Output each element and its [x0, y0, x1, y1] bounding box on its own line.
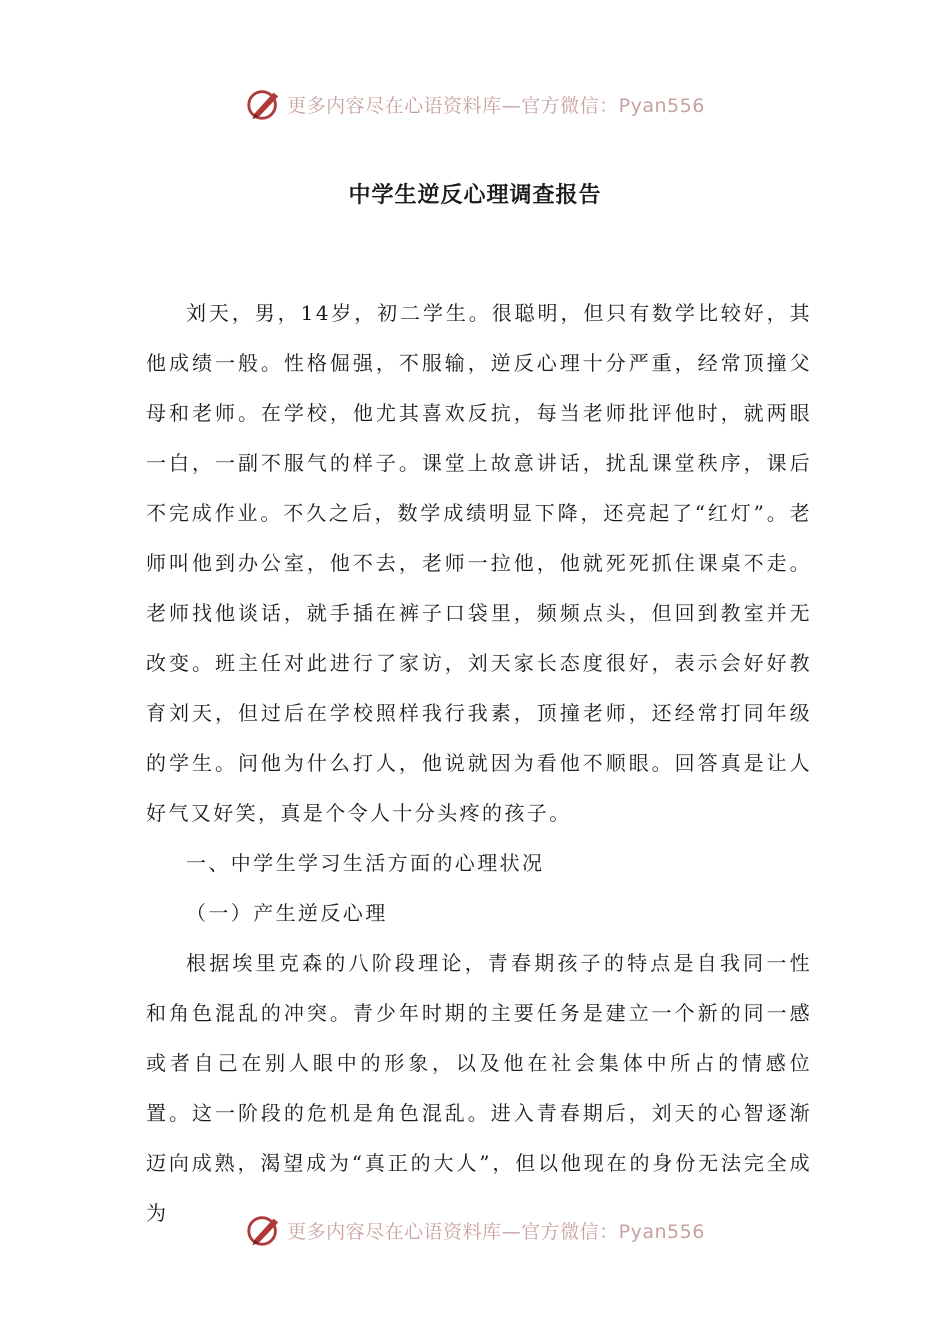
case-paragraph: 刘天，男，14岁，初二学生。很聪明，但只有数学比较好，其他成绩一般。性格倔强，不服输，逆反心理十分严重，经常顶撞父母和老师。在学校，他尤其喜欢反抗，每当老师批评他时，就两眼一白，一副不服气的样子。课堂上故意讲话，扰乱课堂秩序，课后不完成作业。不久之后，数学成绩明显下降，还亮起了“红灯”。老师叫他到办公室，他不去，老师一拉他，他就死死抓住课桌不走。老师找他谈话，就手插在裤子口袋里，频频点头，但回到教室并无改变。班主任对此进行了家访，刘天家长态度很好，表示会好好教育刘天，但过后在学校照样我行我素，顶撞老师，还经常打同年级的学生。问他为什么打人，他说就因为看他不顺眼。回答真是让人好气又好笑，真是个令人十分头疼的孩子。 — [146, 301, 812, 825]
watermark-banner-bottom — [0, 1208, 950, 1252]
subsection-heading: （一）产生逆反心理 — [186, 901, 388, 925]
theory-paragraph: 根据埃里克森的八阶段理论，青春期孩子的特点是自我同一性和角色混乱的冲突。青少年时期的主要任务是建立一个新的同一感或者自己在别人眼中的形象，以及他在社会集体中所占的情感位置。这一阶段的危机是角色混乱。进入青春期后，刘天的心智逐渐迈向成熟，渴望成为“真正的大人”，但以他现在的身份无法完全成为 — [146, 951, 812, 1225]
watermark-banner-top — [0, 82, 950, 126]
pen-circle-icon — [245, 1211, 283, 1249]
pen-circle-icon — [245, 85, 283, 123]
watermark-text: 更多内容尽在心语资料库—官方微信：Pyan556 — [287, 94, 705, 117]
section-heading: 一、中学生学习生活方面的心理状况 — [186, 851, 545, 875]
document-title: 中学生逆反心理调查报告 — [348, 183, 602, 208]
document-body — [146, 288, 812, 1238]
watermark-text: 更多内容尽在心语资料库—官方微信：Pyan556 — [287, 1220, 705, 1243]
